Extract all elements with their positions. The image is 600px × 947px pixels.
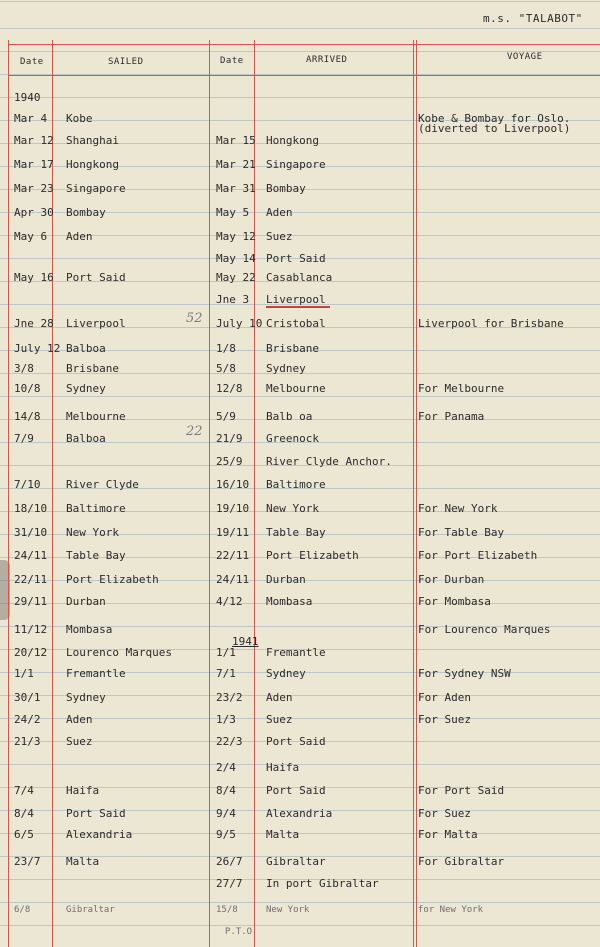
arrived-port: Casablanca bbox=[266, 271, 333, 284]
arrived-date: 24/11 bbox=[216, 573, 250, 586]
sailed-date: Mar 12 bbox=[14, 134, 54, 147]
sailed-date: 24/2 bbox=[14, 713, 41, 726]
sailed-port: Port Elizabeth bbox=[66, 573, 159, 586]
sailed-date: 23/7 bbox=[14, 855, 41, 868]
sailed-date: 1/1 bbox=[14, 667, 34, 680]
liverpool-underline bbox=[266, 306, 330, 308]
sailed-date: 29/11 bbox=[14, 595, 48, 608]
voyage-note: For Aden bbox=[418, 691, 471, 704]
sailed-port: River Clyde bbox=[66, 478, 139, 491]
arrived-port: Bombay bbox=[266, 182, 306, 195]
arrived-port: New York bbox=[266, 905, 310, 915]
voyage-note: For Mombasa bbox=[418, 595, 491, 608]
sailed-date: 21/3 bbox=[14, 735, 41, 748]
sailed-date: 10/8 bbox=[14, 382, 41, 395]
arrived-port: Haifa bbox=[266, 761, 300, 774]
arrived-port: Alexandria bbox=[266, 807, 333, 820]
arrived-date: 5/9 bbox=[216, 410, 236, 423]
arrived-port: Baltimore bbox=[266, 478, 326, 491]
arrived-date: 21/9 bbox=[216, 432, 243, 445]
sailed-date: 30/1 bbox=[14, 691, 41, 704]
sailed-date: 6/5 bbox=[14, 828, 34, 841]
arrived-date: 7/1 bbox=[216, 667, 236, 680]
sailed-date: 6/8 bbox=[14, 905, 31, 915]
arrived-port: Port Said bbox=[266, 735, 326, 748]
sailed-port: Bombay bbox=[66, 206, 106, 219]
arrived-date: 1/1 bbox=[216, 646, 236, 659]
voyage-note: For New York bbox=[418, 502, 498, 515]
header-date-sailed: Date bbox=[20, 57, 44, 67]
sailed-date: 8/4 bbox=[14, 807, 34, 820]
sailed-date: 7/4 bbox=[14, 784, 34, 797]
sailed-port: Fremantle bbox=[66, 667, 126, 680]
arrived-date: 22/11 bbox=[216, 549, 250, 562]
sailed-date: Mar 23 bbox=[14, 182, 54, 195]
voyage-note: Kobe & Bombay for Oslo. bbox=[418, 112, 571, 125]
header-sailed: SAILED bbox=[108, 57, 144, 67]
arrived-date: 5/8 bbox=[216, 362, 236, 375]
rule-left bbox=[8, 40, 9, 947]
voyage-note: For Gibraltar bbox=[418, 855, 505, 868]
sailed-port: Sydney bbox=[66, 691, 106, 704]
arrived-port: Singapore bbox=[266, 158, 326, 171]
arrived-port: Liverpool bbox=[266, 293, 326, 306]
sailed-port: New York bbox=[66, 526, 119, 539]
sailed-port: Aden bbox=[66, 230, 93, 243]
sailed-date: 22/11 bbox=[14, 573, 48, 586]
sailed-port: Port Said bbox=[66, 271, 126, 284]
voyage-note: For Malta bbox=[418, 828, 478, 841]
arrived-date: 1/8 bbox=[216, 342, 236, 355]
arrived-port: Malta bbox=[266, 828, 300, 841]
voyage-note: For Durban bbox=[418, 573, 485, 586]
arrived-port: Port Said bbox=[266, 784, 326, 797]
arrived-port: Greenock bbox=[266, 432, 319, 445]
year-1940: 1940 bbox=[14, 91, 41, 104]
sailed-date: 31/10 bbox=[14, 526, 48, 539]
voyage-note: For Port Said bbox=[418, 784, 505, 797]
sailed-port: Gibraltar bbox=[66, 905, 115, 915]
arrived-date: 19/11 bbox=[216, 526, 250, 539]
arrived-date: 2/4 bbox=[216, 761, 236, 774]
sailed-port: Durban bbox=[66, 595, 106, 608]
sailed-port: Balboa bbox=[66, 432, 106, 445]
sailed-port: Aden bbox=[66, 713, 93, 726]
arrived-date: May 5 bbox=[216, 206, 250, 219]
header-date-arrived: Date bbox=[220, 56, 244, 66]
sailed-date: 14/8 bbox=[14, 410, 41, 423]
arrived-date: 1/3 bbox=[216, 713, 236, 726]
voyage-note: For Suez bbox=[418, 713, 471, 726]
sailed-port: Hongkong bbox=[66, 158, 119, 171]
voyage-note: (diverted to Liverpool) bbox=[418, 122, 571, 135]
arrived-date: 23/2 bbox=[216, 691, 243, 704]
sailed-port: Lourenco Marques bbox=[66, 646, 172, 659]
sailed-port: Baltimore bbox=[66, 502, 126, 515]
arrived-port: New York bbox=[266, 502, 319, 515]
sailed-port: Haifa bbox=[66, 784, 100, 797]
rule-sailed bbox=[209, 40, 210, 947]
arrived-port: Sydney bbox=[266, 667, 306, 680]
voyage-note: For Sydney NSW bbox=[418, 667, 511, 680]
ship-name: m.s. "TALABOT" bbox=[483, 12, 583, 25]
pencil-note-52: 52 bbox=[186, 311, 203, 326]
header-bottom-rule bbox=[8, 75, 600, 76]
arrived-date: May 14 bbox=[216, 252, 256, 265]
arrived-port: Port Elizabeth bbox=[266, 549, 359, 562]
rule-arrived bbox=[413, 40, 414, 947]
voyage-note: For Suez bbox=[418, 807, 471, 820]
sailed-date: 7/9 bbox=[14, 432, 34, 445]
sailed-port: Mombasa bbox=[66, 623, 113, 636]
sailed-port: Table Bay bbox=[66, 549, 126, 562]
sailed-port: Shanghai bbox=[66, 134, 119, 147]
arrived-port: Cristobal bbox=[266, 317, 326, 330]
sailed-date: 11/12 bbox=[14, 623, 48, 636]
arrived-date: 22/3 bbox=[216, 735, 243, 748]
footer-pto: P.T.O bbox=[225, 927, 253, 937]
arrived-port: Table Bay bbox=[266, 526, 326, 539]
arrived-date: Jne 3 bbox=[216, 293, 250, 306]
voyage-note: for New York bbox=[418, 905, 484, 915]
sailed-date: May 16 bbox=[14, 271, 54, 284]
sailed-date: Apr 30 bbox=[14, 206, 54, 219]
arrived-date: 16/10 bbox=[216, 478, 250, 491]
arrived-port: Sydney bbox=[266, 362, 306, 375]
arrived-port: Brisbane bbox=[266, 342, 319, 355]
arrived-date: 12/8 bbox=[216, 382, 243, 395]
arrived-port: Gibraltar bbox=[266, 855, 326, 868]
voyage-note: For Panama bbox=[418, 410, 485, 423]
sailed-date: 7/10 bbox=[14, 478, 41, 491]
arrived-date: May 12 bbox=[216, 230, 256, 243]
sailed-date: 24/11 bbox=[14, 549, 48, 562]
voyage-note: For Table Bay bbox=[418, 526, 505, 539]
sailed-port: Melbourne bbox=[66, 410, 126, 423]
header-arrived: ARRIVED bbox=[306, 55, 348, 65]
arrived-date: 26/7 bbox=[216, 855, 243, 868]
voyage-note: For Melbourne bbox=[418, 382, 505, 395]
sailed-date: 3/8 bbox=[14, 362, 34, 375]
arrived-date: Mar 31 bbox=[216, 182, 256, 195]
sailed-date: 18/10 bbox=[14, 502, 48, 515]
arrived-port: Hongkong bbox=[266, 134, 319, 147]
sailed-date: Mar 4 bbox=[14, 112, 48, 125]
arrived-port: In port Gibraltar bbox=[266, 877, 379, 890]
arrived-date: July 10 bbox=[216, 317, 263, 330]
sailed-port: Singapore bbox=[66, 182, 126, 195]
rule-date2 bbox=[254, 40, 255, 947]
sailed-port: Suez bbox=[66, 735, 93, 748]
arrived-port: Durban bbox=[266, 573, 306, 586]
sailed-port: Brisbane bbox=[66, 362, 119, 375]
sailed-date: July 12 bbox=[14, 342, 61, 355]
arrived-port: Aden bbox=[266, 206, 293, 219]
sailed-port: Sydney bbox=[66, 382, 106, 395]
arrived-date: 25/9 bbox=[216, 455, 243, 468]
header-voyage: VOYAGE bbox=[507, 52, 543, 62]
sailed-date: May 6 bbox=[14, 230, 48, 243]
header-top-rule bbox=[8, 44, 600, 45]
arrived-date: 27/7 bbox=[216, 877, 243, 890]
rule-date1 bbox=[52, 40, 53, 947]
pencil-note-22: 22 bbox=[186, 424, 203, 439]
arrived-port: Balb oa bbox=[266, 410, 313, 423]
arrived-port: Suez bbox=[266, 230, 293, 243]
sailed-port: Liverpool bbox=[66, 317, 126, 330]
sailed-date: Jne 28 bbox=[14, 317, 54, 330]
arrived-date: Mar 15 bbox=[216, 134, 256, 147]
arrived-date: 9/4 bbox=[216, 807, 236, 820]
sailed-date: 20/12 bbox=[14, 646, 48, 659]
arrived-port: Port Said bbox=[266, 252, 326, 265]
year-1941: 1941 bbox=[232, 635, 259, 648]
arrived-date: May 22 bbox=[216, 271, 256, 284]
arrived-date: Mar 21 bbox=[216, 158, 256, 171]
sailed-port: Malta bbox=[66, 855, 100, 868]
sailed-port: Alexandria bbox=[66, 828, 133, 841]
voyage-note: For Port Elizabeth bbox=[418, 549, 538, 562]
sailed-port: Balboa bbox=[66, 342, 106, 355]
arrived-port: Mombasa bbox=[266, 595, 313, 608]
arrived-date: 8/4 bbox=[216, 784, 236, 797]
arrived-port: Fremantle bbox=[266, 646, 326, 659]
arrived-port: Suez bbox=[266, 713, 293, 726]
voyage-note: For Lourenco Marques bbox=[418, 623, 551, 636]
rule-arrived-double bbox=[416, 40, 417, 947]
arrived-date: 15/8 bbox=[216, 905, 238, 915]
arrived-port: Aden bbox=[266, 691, 293, 704]
arrived-date: 4/12 bbox=[216, 595, 243, 608]
voyage-note: Liverpool for Brisbane bbox=[418, 317, 564, 330]
arrived-port: River Clyde Anchor. bbox=[266, 455, 392, 468]
arrived-date: 9/5 bbox=[216, 828, 236, 841]
arrived-date: 19/10 bbox=[216, 502, 250, 515]
sailed-port: Kobe bbox=[66, 112, 93, 125]
arrived-port: Melbourne bbox=[266, 382, 326, 395]
sailed-date: Mar 17 bbox=[14, 158, 54, 171]
sailed-port: Port Said bbox=[66, 807, 126, 820]
